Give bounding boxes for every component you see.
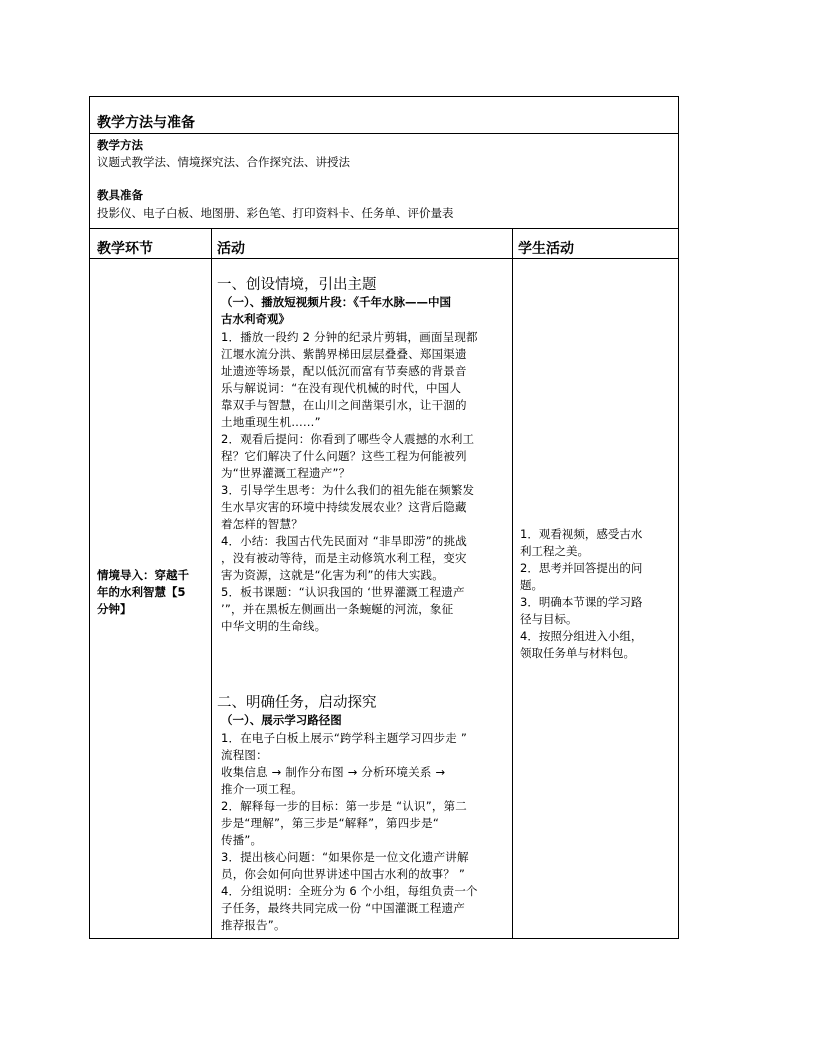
section1-subheading [221,294,451,328]
section1-line: 江堰水流分洪、紫鹊界梯田层层叠叠、郑国渠遗 [221,347,467,361]
section1-line: 生水旱灾害的环境中持续发展农业？这背后隐藏 [221,500,467,514]
rule-above-header [90,228,678,229]
section2-line: 推荐报告”。 [221,918,286,932]
stage-label-line: 年的水利智慧【5 [97,585,186,599]
section2-line: 2．解释每一步的目标：第一步是 “认识”，第二 [221,799,467,813]
student-line: 1．观看视频，感受古水 [520,527,643,541]
section1-line: 址遗迹等场景，配以低沉而富有节奏感的背景音 [221,364,467,378]
section1-title: 一、创设情境，引出主题 [217,277,377,293]
stage-label [97,567,189,618]
section1-line: 程？它们解决了什么问题？这些工程为何能被列 [221,449,467,463]
section1-line: 害为资源，这就是“化害为利”的伟大实践。 [221,568,444,582]
rule-under-header [90,258,678,259]
section1-line: 中华文明的生命线。 [221,619,327,633]
lesson-table [89,96,679,939]
col-divider-1 [211,228,212,939]
section1-line: 5．板书课题：“认识我国的 ‘世界灌溉工程遗产 [221,585,465,599]
section1-line: ’”，并在黑板左侧画出一条蜿蜒的河流，象征 [221,602,454,616]
student-activity [520,526,642,662]
tools-heading: 教具准备 [97,188,143,202]
student-line: 题。 [520,578,543,592]
rule-under-title [90,133,678,134]
section2-line: 收集信息 → 制作分布图 → 分析环境关系 → [221,765,446,779]
section2-subheading: （一）、展示学习路径图 [221,713,342,727]
section1-line: 4．小结：我国古代先民面对 “非旱即涝”的挑战 [221,534,467,548]
header-activity: 活动 [217,241,245,257]
section1-line: 着怎样的智慧？ [221,517,303,531]
prep-title: 教学方法与准备 [97,115,195,131]
tools-text: 投影仪、电子白板、地图册、彩色笔、打印资料卡、任务单、评价量表 [97,206,454,220]
section2-line: 1．在电子白板上展示“跨学科主题学习四步走 ” [221,731,467,745]
section1-body [221,329,478,635]
student-line: 2．思考并回答提出的问 [520,561,643,575]
section1-line: 1．播放一段约 2 分钟的纪录片剪辑，画面呈现都 [221,330,478,344]
section1-line: 土地重现生机……” [221,415,321,429]
col-divider-2 [512,228,513,939]
section2-body [221,730,478,934]
section2-title: 二、明确任务，启动探究 [217,695,377,711]
section2-line: 步是“理解”，第三步是“解释”，第四步是“ [221,816,439,830]
student-line: 领取任务单与材料包。 [520,646,635,660]
section2-line: 流程图： [221,748,268,762]
header-stage: 教学环节 [97,241,153,257]
section2-line: 子任务，最终共同完成一份 “中国灌溉工程遗产 [221,901,466,915]
section2-line: 员，你会如何向世界讲述中国古水利的故事？ ” [221,867,466,881]
section2-line: 传播”。 [221,833,263,847]
header-student: 学生活动 [518,241,574,257]
section1-line: 乐与解说词：“在没有现代机械的时代，中国人 [221,381,462,395]
section1-line: 靠双手与智慧，在山川之间凿渠引水，让干涸的 [221,398,467,412]
section1-subheading-line: 古水利奇观》 [221,312,290,326]
section2-line: 3．提出核心问题：“如果你是一位文化遗产讲解 [221,850,469,864]
section2-line: 推介一项工程。 [221,782,303,796]
section1-subheading-line: （一）、播放短视频片段：《千年水脉——中国 [221,295,451,309]
section1-line: 2．观看后提问：你看到了哪些令人震撼的水利工 [221,432,475,446]
student-line: 3．明确本节课的学习路 [520,595,643,609]
student-line: 4．按照分组进入小组， [520,629,643,643]
section1-line: 为“世界灌溉工程遗产”？ [221,466,351,480]
student-line: 径与目标。 [520,612,578,626]
student-line: 利工程之美。 [520,544,589,558]
section1-line: 3．引导学生思考：为什么我们的祖先能在频繁发 [221,483,475,497]
section1-line: ，没有被动等待，而是主动修筑水利工程，变灾 [221,551,467,565]
methods-text: 议题式教学法、情境探究法、合作探究法、讲授法 [97,155,350,169]
section2-line: 4．分组说明：全班分为 6 个小组，每组负责一个 [221,884,478,898]
stage-label-line: 情境导入：穿越千 [97,568,189,582]
stage-label-line: 分钟】 [97,602,132,616]
methods-heading: 教学方法 [97,138,143,152]
